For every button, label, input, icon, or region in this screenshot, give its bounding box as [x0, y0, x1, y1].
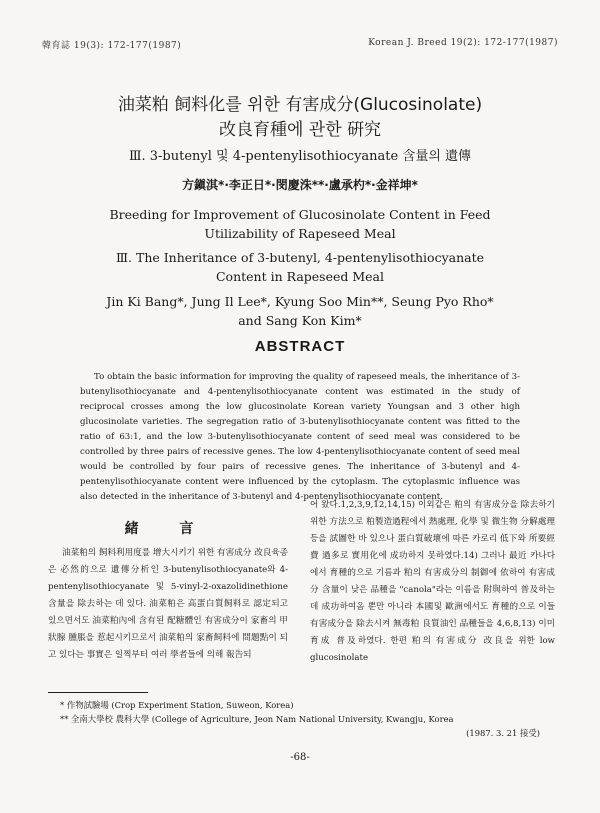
- korean-title-line-2: 改良育種에 관한 硏究: [218, 120, 382, 140]
- running-header-english: Korean J. Breed 19(2): 172-177(1987): [368, 38, 558, 48]
- korean-authors: 方鎭淇*·李正日*·閔慶洙**·盧承杓*·金祥坤*: [182, 178, 418, 192]
- english-authors-line-2: and Sang Kon Kim*: [238, 313, 362, 328]
- abstract-heading: ABSTRACT: [254, 338, 346, 355]
- korean-title-line-1: 油菜粕 飼料化를 위한 有害成分(Glucosinolate): [117, 95, 483, 115]
- abstract-body: To obtain the basic information for improving the quality of rapeseed meals, the inheritance of 3-butenylisothiocyanate and 4-pentenylisothiocyanate content was estimated in the study of reciprocal crosses among the low glucosinolate Korean variety Youngsan and 3 other high glucosinolate varieties. The segregation ratio of 3-butenylisothiocyanate content was fitted to the ratio of 63:1, and the low 3-butenylisothiocyanate content of seed meal was considered to be controlled by three pairs of recessive genes. The low 4-pentenylisothiocyanate content of seed meal would be controlled by four pairs of recessive genes. The inheritance of 3-butenyl and 4-pentenylisothiocyanate content were influenced by the cytoplasm. The cytoplasmic influence was also detected in the inheritance of 3-butenyl and 4-pentenylisothiocyanate content.: [80, 372, 520, 502]
- page-number: -68-: [290, 752, 310, 763]
- footnote-rule: [48, 692, 148, 693]
- introduction-right-column: 어 왔다.1,2,3,9,12,14,15) 이외같은 粕의 有害成分을 除去하기 위한 方法으로 粕製造過程에서 熱處理, 化學 및 微生物 分解處理 등을 試圖한 바 있으나 蛋白質破壞에 따른 카로리 低下와 所要經費 過多로 實用化에 成功하지 못하였다.14) 그러나 最近 카나다에서 育種的으로 기름과 粕의 有害成分의 制御에 依하여 有害成分 含量이 낮은 品種을 "canola"라는 이름을 附與하여 普及하는데 成功하여옴 뿐만 아니라 本國및 歐洲에서도 育種的으로 이들 有害成分을 除去시켜 無毒粕 良質油인 品種들을 4,6,8,13) 이미 育成 普及하였다. 한편 粕의 有害成分 改良을 위한 low glucosinolate: [310, 500, 555, 663]
- english-title-line-1: Breeding for Improvement of Glucosinolate Content in Feed: [109, 207, 491, 222]
- english-title-line-2: Utilizability of Rapeseed Meal: [204, 226, 396, 241]
- english-authors-line-1: Jin Ki Bang*, Jung Il Lee*, Kyung Soo Min**, Seung Pyo Rho*: [106, 294, 494, 309]
- introduction-heading: 緒 言: [124, 521, 212, 537]
- english-subtitle-line-2: Content in Rapeseed Meal: [215, 269, 384, 284]
- introduction-left-column: 油菜粕의 飼料利用度를 增大시키기 위한 有害成分 改良육종은 必然的으로 遺傳分析인 3-butenylisothiocyanate와 4-pentenylisothiocyanate 및 5-vinyl-2-oxazolidinethione 含量을 除去하는 데 있다. 油菜粕은 高蛋白質飼料로 認定되고 있으면서도 油菜粕內에 含有된 配糖體인 有害成分이 家畜의 甲狀腺 腫脹을 惹起시키므로서 油菜粕의 家畜飼料에 問題點이 되고 있다는 事實은 일찍부터 여러 學者들에 의해 報告되: [48, 548, 288, 660]
- running-header-korean: 韓育誌 19(3): 172-177(1987): [42, 41, 182, 51]
- footnote-affiliation-2: ** 全南大學校 農科大學 (College of Agriculture, Jeon Nam National University, Kwangju, Korea: [60, 714, 454, 724]
- korean-subtitle: Ⅲ. 3-butenyl 및 4-pentenylisothiocyanate 含量의 遺傳: [128, 149, 472, 164]
- english-subtitle-line-1: Ⅲ. The Inheritance of 3-butenyl, 4-pentenylisothiocyanate: [115, 250, 485, 265]
- received-date: (1987. 3. 21 接受): [466, 728, 540, 738]
- footnote-affiliation-1: * 作物試驗場 (Crop Experiment Station, Suweon, Korea): [60, 700, 294, 710]
